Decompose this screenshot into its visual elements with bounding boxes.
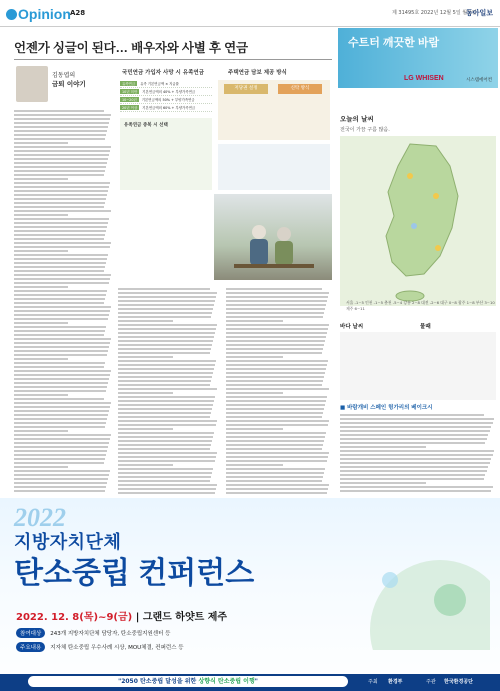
text-line [14, 450, 107, 452]
conference-title-line2: 탄소중립 컨퍼런스 [14, 557, 255, 590]
temperature-list: 서울 -1~5 인천 -1~5 춘천 -5~4 강릉 2~8 대전 -2~6 대구 0~8 광주 1~8 부산 3~10 제주 6~11 [346, 300, 495, 311]
text-line [14, 282, 109, 284]
text-line [14, 130, 107, 132]
text-line [226, 356, 283, 358]
text-line [226, 472, 324, 474]
text-line [118, 464, 173, 466]
text-line [14, 174, 104, 176]
text-line [226, 364, 327, 366]
text-line [340, 430, 490, 432]
text-line [118, 468, 213, 470]
text-line [14, 318, 108, 320]
text-line [14, 186, 109, 188]
text-line [118, 424, 216, 426]
text-line [340, 470, 487, 472]
sub-title: 유족연금 중복 시 선택 [124, 123, 168, 128]
text-line [14, 430, 68, 432]
text-line [118, 404, 213, 406]
conference-content: 주요내용 지자체 탄소중립 우수사례 시상, MOU체결, 컨퍼런스 등 [16, 642, 184, 652]
text-line [226, 444, 323, 446]
text-line [14, 322, 68, 324]
text-line [226, 396, 327, 398]
text-line [118, 356, 173, 358]
text-line [14, 346, 109, 348]
body-column-2 [118, 286, 218, 496]
text-line [14, 214, 68, 216]
text-line [340, 438, 487, 440]
text-line [226, 484, 329, 486]
text-line [14, 370, 111, 372]
text-line [14, 154, 109, 156]
text-line [226, 492, 327, 494]
text-line [118, 340, 213, 342]
text-line [14, 342, 110, 344]
headline-divider [14, 59, 332, 60]
author-photo [16, 66, 48, 102]
text-line [340, 490, 491, 492]
text-line [340, 474, 485, 476]
text-line [340, 478, 484, 480]
ad-slogan: 수트터 깨끗한 바람 [348, 37, 440, 49]
text-line [226, 440, 324, 442]
text-line [14, 238, 104, 240]
text-line [14, 298, 105, 300]
infographic-title-right: 주택연금 담보 제공 방식 [228, 70, 287, 76]
text-line [14, 286, 68, 288]
table-row: 10년 미만 기본연금액의 40% + 부양가족연금 [120, 88, 212, 96]
organizer-name: 한국환경공단 [444, 679, 473, 685]
text-line [14, 134, 106, 136]
conference-year: 2022 [14, 503, 66, 532]
text-line [14, 354, 107, 356]
text-line [14, 362, 105, 364]
earth-graphic [330, 540, 490, 650]
text-line [118, 332, 215, 334]
text-line [118, 428, 173, 430]
conference-title-line1: 지방자치단체 [14, 532, 122, 552]
text-line [226, 460, 327, 462]
text-line [118, 408, 212, 410]
page-number: A28 [70, 9, 86, 17]
text-line [340, 486, 493, 488]
text-line [14, 122, 109, 124]
text-line [118, 296, 216, 298]
pension-table [120, 80, 212, 112]
text-line [14, 490, 105, 492]
text-line [14, 182, 110, 184]
text-line [118, 452, 217, 454]
text-line [118, 456, 216, 458]
text-line [226, 360, 328, 362]
text-line [14, 162, 107, 164]
text-line [14, 270, 104, 272]
text-line [118, 324, 217, 326]
text-line [118, 416, 210, 418]
section-logo [6, 6, 71, 22]
text-line [340, 458, 491, 460]
text-line [14, 198, 106, 200]
text-line [14, 262, 106, 264]
text-line [226, 344, 324, 346]
text-line [226, 372, 325, 374]
text-line [14, 266, 105, 268]
text-line [226, 304, 326, 306]
text-line [14, 482, 107, 484]
text-line [118, 368, 214, 370]
text-line [14, 278, 110, 280]
text-line [14, 166, 106, 168]
text-line [14, 258, 107, 260]
text-line [226, 476, 323, 478]
text-line [118, 372, 213, 374]
text-line [14, 326, 106, 328]
text-line [340, 462, 490, 464]
weather-title: 오늘의 날씨 [340, 115, 374, 123]
text-line [226, 392, 283, 394]
text-line [118, 492, 215, 494]
text-line [226, 384, 322, 386]
text-line [226, 292, 329, 294]
text-line [14, 206, 104, 208]
text-line [226, 388, 329, 390]
text-line [226, 416, 322, 418]
text-line [226, 352, 322, 354]
conference-date: 2022. 12. 8(목)~9(금) | 그랜드 하얏트 제주 [16, 612, 228, 623]
text-line [118, 472, 212, 474]
infographic-title-left: 국민연금 가입자 사망 시 유족연금 [122, 70, 205, 76]
text-line [226, 404, 325, 406]
text-line [14, 150, 110, 152]
conference-audience: 참여대상 243개 지방자치단체 담당자, 탄소중립지원센터 등 [16, 628, 170, 638]
column-title: 금퇴 이야기 [52, 80, 86, 88]
text-line [340, 414, 484, 416]
text-line [118, 476, 211, 478]
text-line [118, 392, 173, 394]
text-line [340, 466, 488, 468]
text-line [14, 254, 108, 256]
text-line [226, 468, 325, 470]
text-line [226, 400, 326, 402]
text-line [14, 438, 110, 440]
text-line [14, 194, 107, 196]
body-column-3 [226, 286, 330, 496]
text-line [14, 422, 106, 424]
text-line [226, 328, 328, 330]
text-line [118, 412, 211, 414]
ad-brand: LG WHISEN [404, 75, 444, 82]
text-line [118, 460, 215, 462]
text-line [226, 340, 325, 342]
newspaper-name: 동아일보 [466, 9, 494, 17]
couple-photo [214, 194, 332, 280]
sea-weather-title: 바다 날씨 [340, 324, 364, 330]
text-line [226, 320, 283, 322]
text-line [14, 334, 104, 336]
text-line [226, 348, 323, 350]
text-line [340, 422, 493, 424]
text-line [226, 408, 324, 410]
author-name: 김동엽의 [52, 72, 76, 79]
text-line [14, 330, 105, 332]
text-line [118, 440, 212, 442]
text-line [14, 382, 108, 384]
text-line [14, 350, 108, 352]
column-headline: 언젠가 싱글이 된다… 배우자와 사별 후 연금 [14, 41, 248, 55]
text-line [118, 344, 212, 346]
text-line [226, 368, 326, 370]
text-line [118, 400, 214, 402]
text-line [118, 308, 213, 310]
text-line [14, 114, 111, 116]
text-line [14, 474, 109, 476]
text-line [118, 396, 215, 398]
text-line [14, 470, 110, 472]
text-line [118, 488, 216, 490]
text-line [14, 246, 110, 248]
text-line [118, 292, 217, 294]
tide-title: 물때 [420, 324, 431, 330]
text-line [14, 222, 108, 224]
text-line [118, 376, 212, 378]
text-line [14, 170, 105, 172]
text-line [14, 410, 109, 412]
text-line [14, 406, 110, 408]
text-line [14, 486, 106, 488]
text-line [340, 434, 488, 436]
text-line [14, 458, 105, 460]
text-line [226, 436, 325, 438]
text-line [14, 218, 109, 220]
text-line [14, 338, 111, 340]
text-line [14, 386, 107, 388]
text-line [14, 310, 110, 312]
text-line [14, 190, 108, 192]
organizer-label: 주관 [426, 679, 436, 685]
text-line [14, 118, 110, 120]
text-line [14, 142, 68, 144]
text-line [118, 480, 210, 482]
text-line [14, 394, 68, 396]
text-line [226, 332, 327, 334]
circle-icon [6, 9, 17, 20]
conference-slogan: "2050 탄소중립 달성을 위한 상향식 탄소중립 이행" [28, 676, 348, 687]
text-line [14, 418, 107, 420]
compare-right: 신탁 방식 [278, 84, 322, 94]
text-line [14, 462, 104, 464]
text-line [14, 234, 105, 236]
text-line [14, 126, 108, 128]
text-line [226, 380, 323, 382]
text-line [226, 376, 324, 378]
text-line [118, 320, 173, 322]
text-line [14, 434, 111, 436]
text-line [118, 484, 217, 486]
text-line [118, 364, 215, 366]
text-line [340, 450, 494, 452]
text-line [226, 308, 325, 310]
text-line [14, 442, 109, 444]
text-line [14, 374, 110, 376]
text-line [226, 456, 328, 458]
text-line [118, 288, 210, 290]
text-line [118, 420, 217, 422]
text-line [226, 312, 324, 314]
host-label: 주최 [368, 679, 378, 685]
mortgage-box [218, 80, 330, 140]
text-line [340, 418, 494, 420]
ad-brand-sub: 시스템에어컨 [466, 78, 493, 83]
text-line [14, 146, 111, 148]
text-line [226, 428, 283, 430]
text-line [118, 304, 214, 306]
korea-map [340, 136, 496, 306]
text-line [226, 296, 328, 298]
text-line [14, 454, 106, 456]
comparison-table [218, 144, 330, 190]
text-line [118, 388, 217, 390]
text-line [118, 380, 211, 382]
text-line [14, 294, 106, 296]
weather-subtitle: 전국이 가끔 구름 많음. [340, 127, 390, 133]
text-line [14, 210, 111, 212]
text-line [118, 436, 213, 438]
table-row: 10~20년 기본연금액의 50% + 부양가족연금 [120, 96, 212, 104]
text-line [226, 316, 323, 318]
text-line [14, 110, 104, 112]
section-name: Opinion [18, 6, 71, 22]
text-line [118, 352, 210, 354]
text-line [14, 402, 111, 404]
text-line [14, 358, 68, 360]
text-line [118, 448, 210, 450]
text-line [340, 482, 426, 484]
text-line [14, 378, 109, 380]
issue-date: 제 31495호 2022년 12월 5일 월요일 [392, 10, 477, 16]
text-line [226, 420, 329, 422]
text-line [226, 424, 328, 426]
text-line [226, 488, 328, 490]
compare-left: 저당권 설정 [224, 84, 268, 94]
text-line [14, 426, 105, 428]
text-line [118, 328, 216, 330]
weather-map [340, 136, 496, 306]
text-line [226, 452, 329, 454]
text-line [14, 242, 111, 244]
text-line [118, 316, 211, 318]
text-line [118, 312, 212, 314]
text-line [226, 288, 322, 290]
text-line [118, 336, 214, 338]
text-line [14, 274, 111, 276]
body-column-1 [14, 108, 112, 496]
text-line [226, 336, 326, 338]
text-line [14, 230, 106, 232]
text-line [14, 398, 104, 400]
text-line [340, 442, 485, 444]
text-line [14, 466, 68, 468]
sea-weather-box [340, 332, 496, 400]
text-line [14, 314, 109, 316]
text-line [118, 384, 210, 386]
text-line [226, 432, 326, 434]
text-line [14, 446, 108, 448]
side-column-title: ■ 바람개비 스페인 헝가리의 베이크시 [340, 405, 433, 411]
text-line [226, 300, 327, 302]
text-line [226, 324, 329, 326]
text-line [14, 138, 105, 140]
text-line [118, 444, 211, 446]
text-line [226, 448, 322, 450]
text-line [14, 414, 108, 416]
text-line [340, 454, 493, 456]
text-line [14, 178, 68, 180]
text-line [226, 464, 283, 466]
pension-chart-box [120, 118, 212, 190]
side-column-body [340, 412, 496, 496]
text-line [14, 226, 107, 228]
text-line [118, 432, 214, 434]
table-row: 20년 이상 기본연금액의 60% + 부양가족연금 [120, 104, 212, 112]
text-line [14, 390, 106, 392]
text-line [14, 202, 105, 204]
text-line [226, 480, 322, 482]
text-line [14, 302, 104, 304]
text-line [14, 366, 104, 368]
text-line [226, 412, 323, 414]
text-line [14, 250, 68, 252]
text-line [118, 348, 211, 350]
text-line [118, 360, 216, 362]
text-line [340, 426, 491, 428]
text-line [118, 300, 215, 302]
text-line [14, 306, 111, 308]
text-line [340, 446, 426, 448]
couple-illustration [214, 194, 332, 280]
table-row: 유족연금 유족 기본연금액 × 지급률 [120, 80, 212, 88]
text-line [14, 478, 108, 480]
text-line [14, 290, 107, 292]
host-ministry: 환경부 [388, 679, 403, 685]
text-line [14, 158, 108, 160]
